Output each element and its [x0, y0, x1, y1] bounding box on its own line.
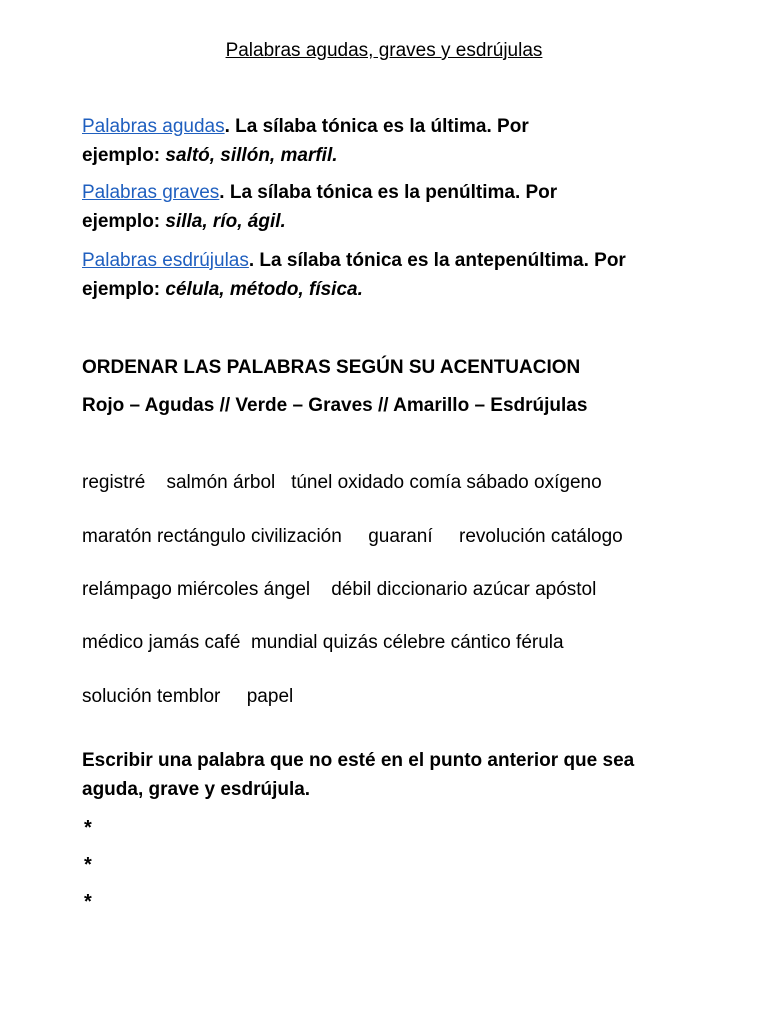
page-title: Palabras agudas, graves y esdrújulas — [225, 40, 543, 61]
definition-graves — [82, 178, 722, 236]
example-words: silla, río, ágil. — [165, 211, 286, 232]
word-line-4: médico jamás café mundial quizás célebre cántico férula — [82, 632, 564, 653]
example-words: célula, método, física. — [165, 279, 363, 300]
task-line-1: Escribir una palabra que no esté en el punto anterior que sea — [82, 750, 635, 771]
example-label: ejemplo: — [82, 279, 166, 300]
definition-text: . La sílaba tónica es la última. Por — [224, 116, 529, 137]
link-palabras-agudas[interactable]: Palabras agudas — [82, 116, 225, 137]
definition-esdrujulas — [82, 246, 722, 304]
ordering-heading: ORDENAR LAS PALABRAS SEGÚN SU ACENTUACION — [82, 357, 581, 378]
definition-agudas — [82, 112, 722, 170]
bullet-1: * — [84, 817, 92, 839]
word-line-5: solución temblor papel — [82, 686, 294, 707]
example-words: saltó, sillón, marfil. — [165, 145, 338, 166]
color-legend: Rojo – Agudas // Verde – Graves // Amarillo – Esdrújulas — [82, 395, 588, 416]
example-label: ejemplo: — [82, 211, 166, 232]
word-line-3: relámpago miércoles ángel débil diccionario azúcar apóstol — [82, 579, 597, 600]
link-palabras-graves[interactable]: Palabras graves — [82, 182, 220, 203]
word-line-1: registré salmón árbol túnel oxidado comía sábado oxígeno — [82, 472, 602, 493]
definition-text: . La sílaba tónica es la penúltima. Por — [219, 182, 558, 203]
bullet-3: * — [84, 891, 92, 913]
link-palabras-esdrujulas[interactable]: Palabras esdrújulas — [82, 250, 249, 271]
task-line-2: aguda, grave y esdrújula. — [82, 779, 311, 800]
example-label: ejemplo: — [82, 145, 166, 166]
task-instruction — [82, 746, 722, 804]
bullet-2: * — [84, 854, 92, 876]
word-line-2: maratón rectángulo civilización guaraní revolución catálogo — [82, 526, 623, 547]
definition-text: . La sílaba tónica es la antepenúltima. Por — [248, 250, 626, 271]
